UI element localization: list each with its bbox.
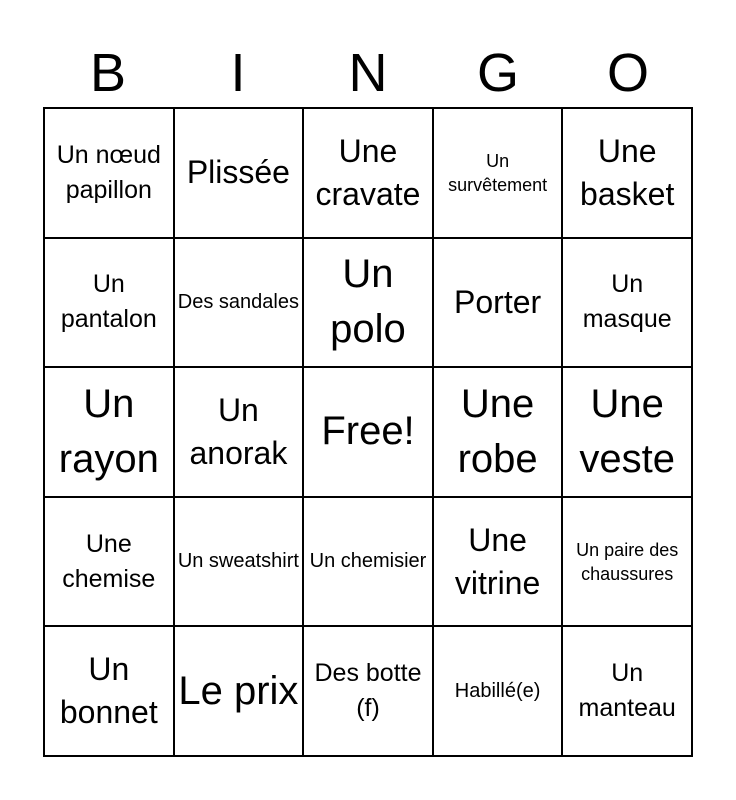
bingo-cell[interactable] [174,497,304,627]
bingo-cell[interactable] [562,626,692,756]
cell-text: Une cravate [315,132,421,212]
bingo-header [43,40,693,106]
header-letter-n: N [348,43,388,103]
header-letter-g: G [476,43,519,103]
cell-text: Un sweatshirt [177,550,299,573]
bingo-cell[interactable] [303,238,433,368]
cell-text: Un masque [582,270,672,334]
bingo-cell[interactable] [44,238,174,368]
cell-text: Un anorak [189,391,288,471]
cell-text: Une vitrine [454,521,541,601]
bingo-cell[interactable] [562,108,692,238]
bingo-cell[interactable] [562,238,692,368]
bingo-cell[interactable] [303,108,433,238]
bingo-card [43,107,693,757]
bingo-cell[interactable] [562,497,692,627]
bingo-cell[interactable] [433,497,563,627]
cell-text: Un manteau [578,659,676,723]
bingo-cell[interactable] [174,626,304,756]
cell-text: Une basket [580,132,675,212]
cell-text: Un rayon [58,381,159,481]
cell-text: Un pantalon [60,270,157,334]
header-letter-o: O [606,43,649,103]
bingo-cell[interactable] [44,626,174,756]
cell-text: Un chemisier [309,550,427,573]
header-letter-i: I [230,43,246,103]
header-letter-b: B [89,43,127,103]
cell-text: Une veste [579,381,675,481]
bingo-cell[interactable] [44,367,174,497]
bingo-cell[interactable] [44,108,174,238]
cell-text: Des sandales [177,290,299,313]
bingo-cell[interactable] [303,497,433,627]
bingo-cell[interactable] [433,367,563,497]
cell-text: Une robe [457,381,538,481]
bingo-cell free-cell[interactable] [303,367,433,497]
cell-text: Un nœud papillon [56,140,161,204]
cell-text: Un bonnet [59,651,158,731]
cell-text: Habillé(e) [454,679,541,702]
bingo-cell[interactable] [562,367,692,497]
cell-text: Porter [454,283,542,320]
bingo-cell[interactable] [433,108,563,238]
bingo-cell[interactable] [174,108,304,238]
bingo-cell[interactable] [303,626,433,756]
cell-text: Des botte (f) [314,659,422,723]
bingo-cell[interactable] [433,238,563,368]
cell-text: Un paire des chaussures [576,539,679,584]
bingo-cell[interactable] [44,497,174,627]
bingo-cell[interactable] [433,626,563,756]
cell-text: Free! [321,409,415,454]
cell-text: Un survêtement [448,150,548,195]
cell-text: Une chemise [62,529,156,593]
cell-text: Plissée [186,154,290,191]
bingo-cell[interactable] [174,238,304,368]
cell-text: Le prix [178,668,299,713]
bingo-cell[interactable] [174,367,304,497]
cell-text: Un polo [330,252,406,352]
